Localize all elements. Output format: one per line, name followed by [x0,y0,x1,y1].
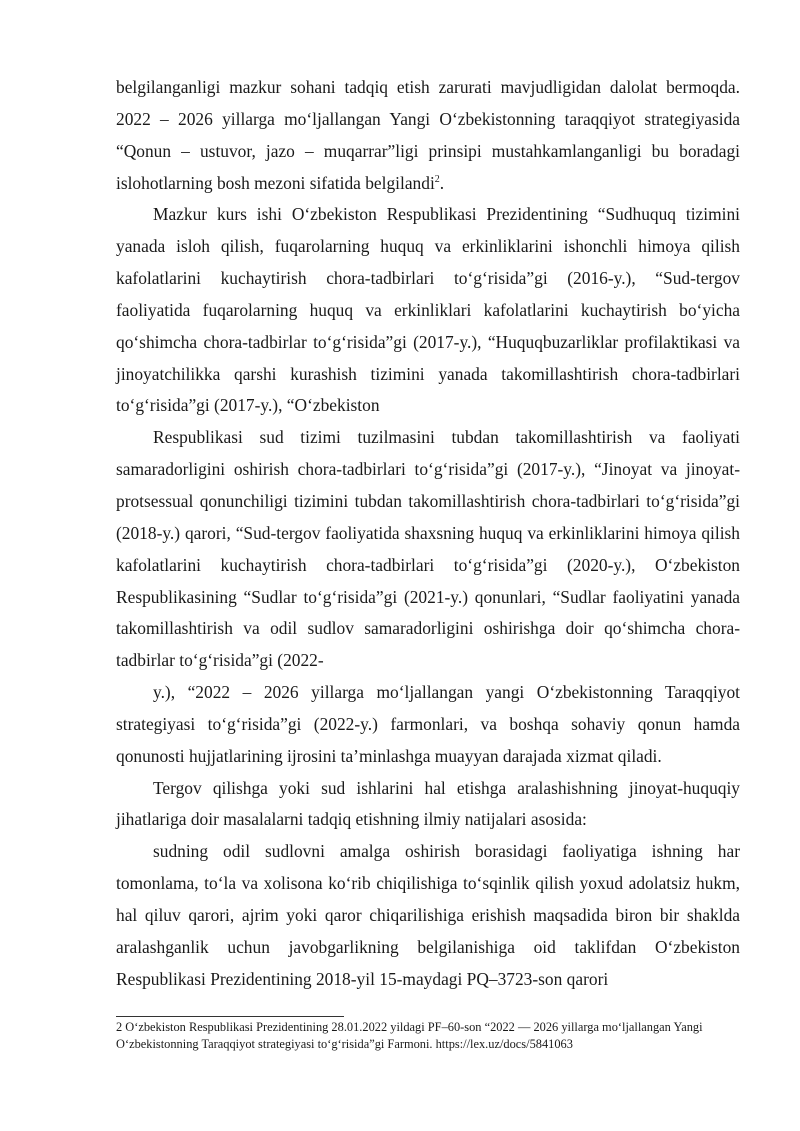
body-text [116,72,740,995]
paragraph-4: y.), “2022 – 2026 yillarga mo‘ljallangan yangi O‘zbekistonning Taraqqiyot strategiyasi to‘g‘risida”gi (2022-y.) farmonlari, va boshqa sohaviy qonun hamda qonunosti hujjatlarining ijrosini ta’minlashga muayyan darajada xizmat qiladi. [116,682,740,766]
paragraph-3: Respublikasi sud tizimi tuzilmasini tubdan takomillashtirish va faoliyati samaradorligini oshirish chora-tadbirlari to‘g‘risida”gi (2017-y.), “Jinoyat va jinoyat-protsessual qonunchiligi tizimini tubdan takomillashtirish chora-tadbirlari to‘g‘risida”gi (2018-y.) qarori, “Sud-tergov faoliyatida shaxsning huquq va erkinliklarini himoya qilish kafolatlarini kuchaytirish chora-tadbirlari to‘g‘risida”gi (2020-y.), O‘zbekiston Respublikasining “Sudlar to‘g‘risida”gi (2021-y.) qonunlari, “Sudlar faoliyatini yanada takomillashtirish va odil sudlov samaradorligini oshirishga doir qo‘shimcha chora-tadbirlar to‘g‘risida”gi (2022- [116,427,740,671]
footnote: 2 O‘zbekiston Respublikasi Prezidentining 28.01.2022 yildagi PF–60-son “2022 — 2026 yillarga mo‘ljallangan Yangi O‘zbekistonning Taraqqiyot strategiyasi to‘g‘risida”gi Farmoni. https://lex.uz/docs/5841063 [116,1020,703,1051]
footnote-divider [116,1016,344,1017]
paragraph-2: Mazkur kurs ishi O‘zbekiston Respublikasi Prezidentining “Sudhuquq tizimini yanada isloh qilish, fuqarolarning huquq va erkinliklarini ishonchli himoya qilish kafolatlarini kuchaytirish chora-tadbirlari to‘g‘risida”gi (2016-y.), “Sud-tergov faoliyatida fuqarolarning huquq va erkinliklari kafolatlarini kuchaytirish bo‘yicha qo‘shimcha chora-tadbirlar to‘g‘risida”gi (2017-y.), “Huquqbuzarliklar profilaktikasi va jinoyatchilikka qarshi kurashish tizimini yanada takomillashtirish chora-tadbirlari to‘g‘risida”gi (2017-y.), “O‘zbekiston [116,204,740,416]
paragraph-6: sudning odil sudlovni amalga oshirish borasidagi faoliyatiga ishning har tomonlama, to‘la va xolisona ko‘rib chiqilishiga to‘sqinlik qilish yoxud adolatsiz hukm, hal qiluv qarori, ajrim yoki qaror chiqarilishiga erishish maqsadida biron bir shaklda aralashganlik uchun javobgarlikning belgilanishiga oid taklifdan O‘zbekiston Respublikasi Prezidentining 2018-yil 15-maydagi PQ–3723-son qarori [116,841,740,989]
paragraph-1: belgilanganligi mazkur sohani tadqiq etish zarurati mavjudligidan dalolat bermoqda. 2022 – 2026 yillarga mo‘ljallangan Yangi O‘zbekistonning taraqqiyot strategiyasida “Qonun – ustuvor, jazo – muqarrar”ligi prinsipi mustahkamlanganligi bu boradagi islohotlarning bosh mezoni sifatida belgilandi$^2$. [116,77,740,193]
paragraph-5: Tergov qilishga yoki sud ishlarini hal etishga aralashishning jinoyat-huquqiy jihatlariga doir masalalarni tadqiq etishning ilmiy natijalari asosida: [116,777,740,830]
footnote-ref[interactable]: 2 [434,173,440,185]
